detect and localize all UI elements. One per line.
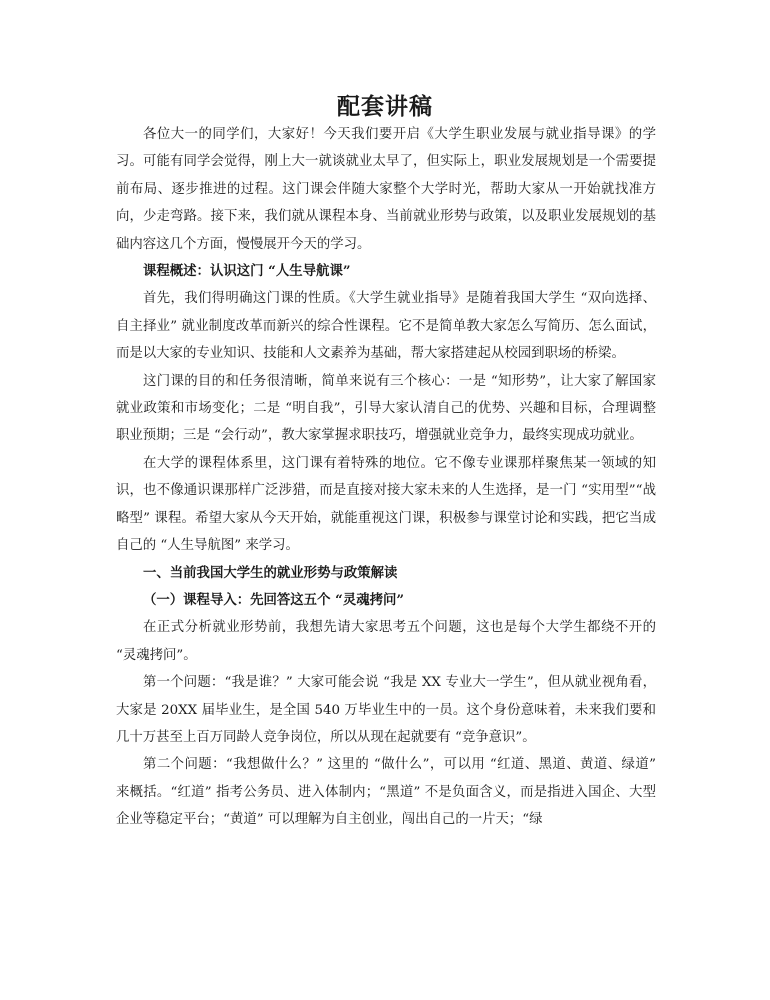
heading-section-1: 一、当前我国大学生的就业形势与政策解读 (143, 564, 398, 581)
body-text (116, 121, 656, 834)
page-title: 配套讲稿 (337, 93, 433, 120)
paragraph-course-goals: 这门课的目的和任务很清晰，简单来说有三个核心：一是 “知形势”，让大家了解国家就业政策和市场变化；二是 “明自我”，引导大家认清自己的优势、兴趣和目标，合理调整职业预期；三是 “会行动”，教大家掌握求职技巧，增强就业竞争力，最终实现成功就业。 (116, 373, 656, 444)
paragraph-five-questions: 在正式分析就业形势前，我想先请大家思考五个问题，这也是每个大学生都绕不开的 “灵魂拷问”。 (116, 620, 656, 663)
paragraph-course-nature: 首先，我们得明确这门课的性质。《大学生就业指导》是随着我国大学生 “双向选择、自主择业” 就业制度改革而新兴的综合性课程。它不是简单教大家怎么写简历、怎么面试，而是以大家的专业知识、技能和人文素养为基础，帮大家搭建起从校园到职场的桥梁。 (116, 291, 656, 362)
heading-course-overview: 课程概述：认识这门 “人生导航课” (143, 263, 351, 280)
paragraph-question-1: 第一个问题：“我是谁？” 大家可能会说 “我是 XX 专业大一学生”，但从就业视角看，大家是 20XX 届毕业生，是全国 540 万毕业生中的一员。这个身份意味着，未来我们要和几十万甚至上百万同龄人竞争岗位，所以从现在起就要有 “竞争意识”。 (116, 675, 656, 745)
paragraph-question-2: 第二个问题：“我想做什么？” 这里的 “做什么”，可以用 “红道、黑道、黄道、绿道” 来概括。“红道” 指考公务员、进入体制内；“黑道” 不是负面含义，而是指进入国企、大型企业等稳定平台；“黄道” 可以理解为自主创业，闯出自己的一片天；“绿 (116, 757, 656, 828)
heading-subsection-1: （一）课程导入：先回答这五个 “灵魂拷问” (143, 591, 405, 608)
paragraph-intro: 各位大一的同学们，大家好！今天我们要开启《大学生职业发展与就业指导课》的学习。可能有同学会觉得，刚上大一就谈就业太早了，但实际上，职业发展规划是一个需要提前布局、逐步推进的过程。这门课会伴随大家整个大学时光，帮助大家从一开始就找准方向，少走弯路。接下来，我们就从课程本身、当前就业形势与政策，以及职业发展规划的基础内容这几个方面，慢慢展开今天的学习。 (116, 127, 656, 252)
paragraph-course-status: 在大学的课程体系里，这门课有着特殊的地位。它不像专业课那样聚焦某一领域的知识，也不像通识课那样广泛涉猎，而是直接对接大家未来的人生选择，是一门 “实用型”“战略型” 课程。希望大家从今天开始，就能重视这门课，积极参与课堂讨论和实践，把它当成自己的 “人生导航图” 来学习。 (116, 455, 656, 554)
